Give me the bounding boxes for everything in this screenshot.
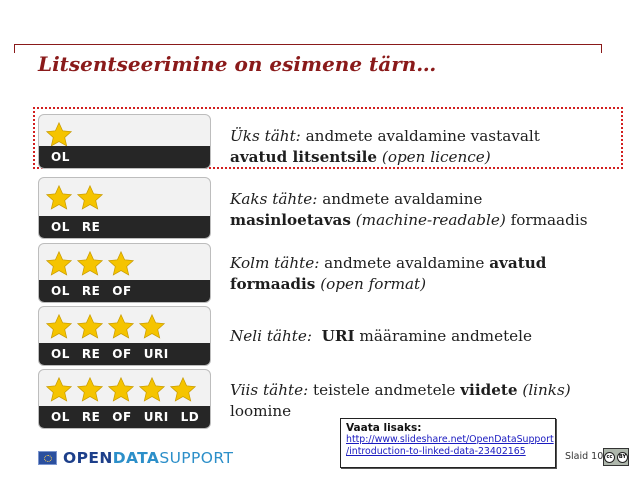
creative-commons-badge: [603, 448, 629, 466]
star-icon: [138, 376, 166, 404]
star-icon: [45, 121, 73, 149]
see-more-note: [340, 418, 556, 468]
star-card-1: [38, 114, 211, 169]
star-label: URI: [143, 410, 169, 424]
level-1-description: Üks täht: andmete avaldamine vastavalt avatud litsentsile (open licence): [230, 127, 540, 166]
note-title: Vaata lisaks:: [346, 422, 422, 434]
star-icon: [45, 376, 73, 404]
label-bar: [39, 280, 210, 302]
eu-flag-icon: [38, 451, 57, 465]
star-row: [45, 373, 197, 407]
slideshare-link-line-2[interactable]: /introduction-to-linked-data-23402165: [346, 446, 526, 457]
star-icon: [45, 313, 73, 341]
star-card-5: [38, 369, 211, 429]
star-label: OL: [51, 150, 70, 164]
slideshare-link-line-1[interactable]: http://www.slideshare.net/OpenDataSupport: [346, 434, 554, 445]
title-rule-right-tick: [601, 44, 602, 53]
label-bar: [39, 343, 210, 365]
title-rule: [14, 44, 602, 45]
star-label: OL: [51, 347, 70, 361]
star-label: OF: [112, 284, 132, 298]
star-row: [45, 247, 135, 281]
level-2-description: Kaks tähte: andmete avaldamine masinloetavas (machine-readable) formaadis: [230, 190, 588, 229]
star-card-3: [38, 243, 211, 303]
star-label: RE: [81, 410, 101, 424]
star-card-2: [38, 177, 211, 239]
label-bar: [39, 146, 210, 168]
by-icon: BY: [617, 452, 628, 463]
star-icon: [107, 313, 135, 341]
star-row: [45, 181, 104, 215]
star-label: RE: [81, 220, 101, 234]
label-bar: [39, 216, 210, 238]
star-label: OF: [112, 347, 132, 361]
star-label: URI: [143, 347, 169, 361]
star-label: OL: [51, 284, 70, 298]
title-rule-left-tick: [14, 44, 15, 53]
star-icon: [76, 184, 104, 212]
star-icon: [107, 376, 135, 404]
slide-title: Litsentseerimine on esimene tärn…: [38, 52, 437, 76]
star-label: OL: [51, 220, 70, 234]
star-icon: [169, 376, 197, 404]
star-label: RE: [81, 284, 101, 298]
star-label: RE: [81, 347, 101, 361]
star-card-4: [38, 306, 211, 366]
star-label: LD: [180, 410, 200, 424]
slide-number: Slaid 10: [565, 451, 604, 462]
star-row: [45, 310, 166, 344]
star-icon: [76, 376, 104, 404]
level-3-description: Kolm tähte: andmete avaldamine avatud formaadis (open format): [230, 254, 547, 293]
star-icon: [107, 250, 135, 278]
star-label: OL: [51, 410, 70, 424]
star-label: OF: [112, 410, 132, 424]
star-icon: [138, 313, 166, 341]
star-icon: [45, 184, 73, 212]
star-icon: [76, 313, 104, 341]
cc-icon: cc: [604, 452, 615, 463]
level-4-description: Neli tähte: URI määramine andmetele: [230, 327, 533, 345]
star-icon: [45, 250, 73, 278]
star-icon: [76, 250, 104, 278]
label-bar: [39, 406, 210, 428]
level-5-description: Viis tähte: teistele andmetele viidete (links) loomine: [230, 381, 571, 420]
open-data-support-logo: OPENDATASUPPORT: [38, 447, 233, 469]
